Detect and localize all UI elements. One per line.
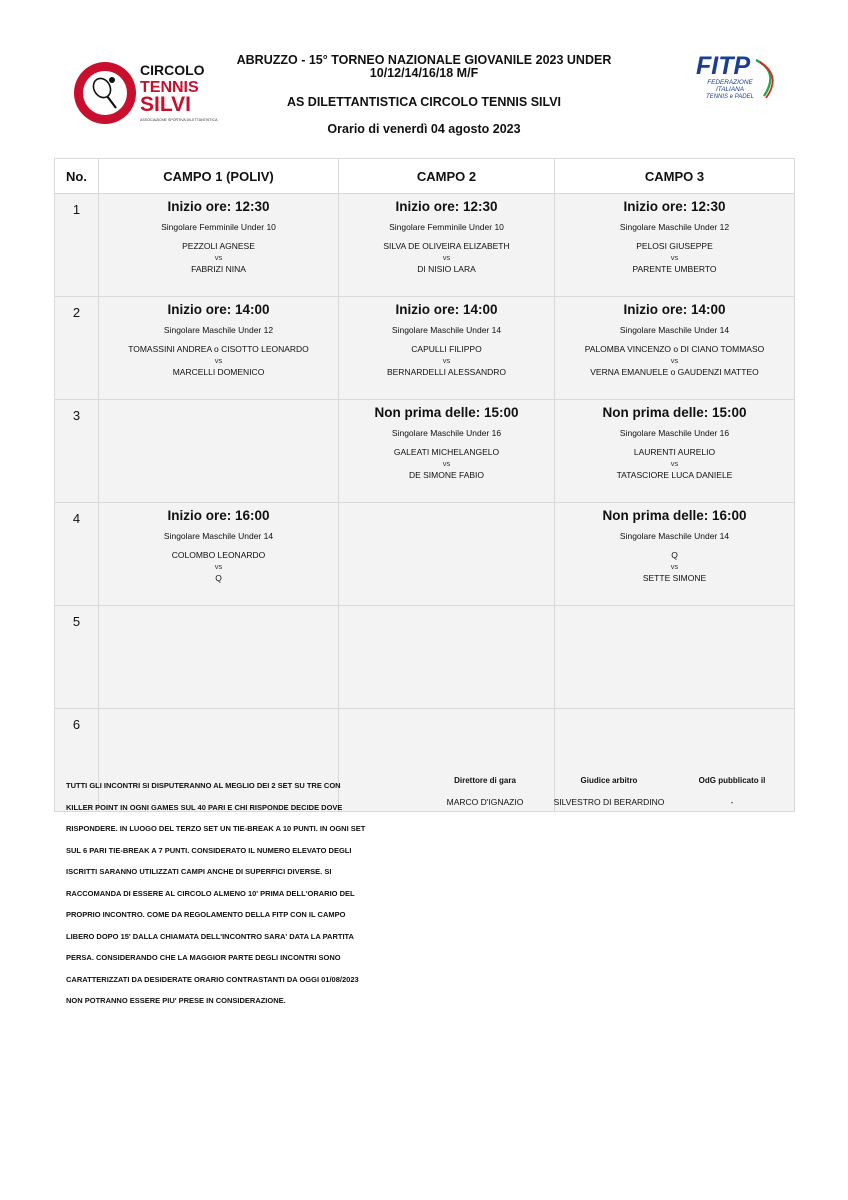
match-time: Inizio ore: 16:00 (167, 508, 270, 523)
match-event: Singolare Maschile Under 16 (619, 428, 730, 438)
row-number: 2 (55, 297, 99, 400)
vs-label: vs (670, 253, 679, 262)
row-number: 6 (55, 709, 99, 812)
vs-label: vs (214, 253, 223, 262)
note-line: LIBERO DOPO 15' DALLA CHIAMATA DELL'INCONTRO SARA' DATA LA PARTITA (66, 931, 354, 941)
note-line: TUTTI GLI INCONTRI SI DISPUTERANNO AL MEGLIO DEI 2 SET SU TRE CON (66, 781, 341, 790)
match-time: Inizio ore: 12:30 (167, 199, 270, 214)
published-date: - (730, 797, 734, 807)
match-cell (555, 503, 795, 606)
published-block (680, 776, 784, 807)
player-2: BERNARDELLI ALESSANDRO (386, 367, 507, 377)
match-time: Inizio ore: 14:00 (623, 302, 726, 317)
row-number: 1 (55, 194, 99, 297)
match-time: Inizio ore: 12:30 (623, 199, 726, 214)
referee-label: Giudice arbitro (580, 776, 638, 785)
match-cell (555, 194, 795, 297)
match-cell (99, 194, 339, 297)
note-line: NON POTRANNO ESSERE PIU' PRESE IN CONSIDERAZIONE. (66, 996, 286, 1005)
director-label: Direttore di gara (454, 776, 516, 785)
note-line: KILLER POINT IN OGNI GAMES SUL 40 PARI E CHI RISPONDE DECIDE DOVE (66, 802, 343, 812)
schedule-date: Orario di venerdì 04 agosto 2023 (327, 122, 521, 136)
empty-cell (99, 400, 339, 503)
table-row (55, 606, 795, 709)
player-1: PEZZOLI AGNESE (182, 241, 255, 251)
empty-cell (99, 606, 339, 709)
club-name: AS DILETTANTISTICA CIRCOLO TENNIS SILVI (286, 95, 562, 109)
vs-label: vs (442, 459, 451, 468)
note-line: SUL 6 PARI TIE-BREAK A 7 PUNTI. CONSIDERATO IL NUMERO ELEVATO DEGLI (66, 845, 352, 855)
note-line: RISPONDERE. IN LUOGO DEL TERZO SET UN TIE-BREAK A 10 PUNTI. IN OGNI SET (66, 824, 366, 833)
fitp-logo (668, 52, 786, 104)
logo-line1: CIRCOLO (140, 62, 205, 78)
vs-label: vs (214, 562, 223, 571)
fitp-mark: FITP (696, 52, 751, 80)
match-time: Non prima delle: 16:00 (602, 508, 747, 523)
table-row (55, 194, 795, 297)
page-title (200, 54, 648, 80)
match-time: Non prima delle: 15:00 (602, 405, 747, 420)
match-cell (555, 400, 795, 503)
vs-label: vs (442, 356, 451, 365)
note-line: PERSA. CONSIDERANDO CHE LA MAGGIOR PARTE DEGLI INCONTRI SONO (66, 953, 341, 962)
match-event: Singolare Maschile Under 12 (619, 222, 730, 232)
player-1: CAPULLI FILIPPO (411, 344, 482, 354)
table-row (55, 297, 795, 400)
header-court-1: CAMPO 1 (POLIV) (99, 159, 339, 194)
row-number: 3 (55, 400, 99, 503)
match-cell (339, 400, 555, 503)
header-number: No. (55, 159, 99, 194)
director-name: MARCO D'IGNAZIO (446, 797, 524, 807)
logo-line2: TENNIS (140, 79, 199, 96)
match-event: Singolare Maschile Under 14 (163, 531, 274, 541)
player-1: LAURENTI AURELIO (633, 447, 716, 457)
vs-label: vs (670, 459, 679, 468)
match-event: Singolare Maschile Under 12 (163, 325, 274, 335)
tournament-notes (66, 775, 416, 1012)
player-1: COLOMBO LEONARDO (171, 550, 266, 560)
player-2: DI NISIO LARA (417, 264, 476, 274)
referee-block (545, 776, 673, 807)
match-event: Singolare Maschile Under 14 (619, 325, 730, 335)
player-1: TOMASSINI ANDREA o CISOTTO LEONARDO (128, 344, 309, 354)
match-time: Inizio ore: 12:30 (395, 199, 498, 214)
player-2: MARCELLI DOMENICO (172, 367, 265, 377)
note-line: RACCOMANDA DI ESSERE AL CIRCOLO ALMENO 10' PRIMA DELL'ORARIO DEL (66, 888, 355, 898)
match-event: Singolare Femminile Under 10 (389, 222, 504, 232)
table-header-row (55, 159, 795, 194)
match-event: Singolare Maschile Under 14 (619, 531, 730, 541)
logo-line3: SILVI (140, 93, 191, 116)
player-1: Q (671, 550, 678, 560)
match-cell (555, 297, 795, 400)
player-2: PARENTE UMBERTO (632, 264, 717, 274)
vs-label: vs (214, 356, 223, 365)
player-2: DE SIMONE FABIO (408, 470, 485, 480)
player-2: FABRIZI NINA (191, 264, 246, 274)
fitp-line1: FEDERAZIONE (707, 79, 753, 86)
match-cell (99, 297, 339, 400)
row-number: 4 (55, 503, 99, 606)
player-1: PELOSI GIUSEPPE (636, 241, 713, 251)
match-event: Singolare Femminile Under 10 (161, 222, 276, 232)
row-number: 5 (55, 606, 99, 709)
fitp-logo-graphic (668, 52, 786, 104)
empty-cell (555, 606, 795, 709)
vs-label: vs (442, 253, 451, 262)
match-cell (99, 503, 339, 606)
match-event: Singolare Maschile Under 14 (391, 325, 502, 335)
match-cell (339, 297, 555, 400)
published-label: OdG pubblicato il (698, 776, 766, 785)
header-court-3: CAMPO 3 (555, 159, 795, 194)
note-line: CARATTERIZZATI DA DESIDERATE ORARIO CONTRASTANTI DA OGGI 01/08/2023 (66, 974, 359, 984)
title-line1: ABRUZZO - 15° TORNEO NAZIONALE GIOVANILE 2023 UNDER (236, 53, 612, 67)
empty-cell (339, 503, 555, 606)
table-row (55, 503, 795, 606)
match-time: Non prima delle: 15:00 (374, 405, 519, 420)
player-1: PALOMBA VINCENZO o DI CIANO TOMMASO (584, 344, 765, 354)
logo-tagline: ASSOCIAZIONE SPORTIVA DILETTANTISTICA (140, 118, 218, 122)
player-1: SILVA DE OLIVEIRA ELIZABETH (383, 241, 510, 251)
empty-cell (339, 606, 555, 709)
note-line: PROPRIO INCONTRO. COME DA REGOLAMENTO DELLA FITP CON IL CAMPO (66, 910, 346, 919)
referee-name: SILVESTRO DI BERARDINO (553, 797, 665, 807)
header-court-2: CAMPO 2 (339, 159, 555, 194)
player-1: GALEATI MICHELANGELO (393, 447, 500, 457)
table-row (55, 400, 795, 503)
match-time: Inizio ore: 14:00 (167, 302, 270, 317)
schedule-table (54, 158, 795, 812)
match-cell (339, 194, 555, 297)
player-2: Q (215, 573, 222, 583)
match-time: Inizio ore: 14:00 (395, 302, 498, 317)
note-line: ISCRITTI SARANNO UTILIZZATI CAMPI ANCHE DI SUPERFICI DIVERSE. SI (66, 867, 332, 876)
player-2: VERNA EMANUELE o GAUDENZI MATTEO (590, 367, 759, 377)
match-event: Singolare Maschile Under 16 (391, 428, 502, 438)
player-2: TATASCIORE LUCA DANIELE (616, 470, 733, 480)
vs-label: vs (670, 562, 679, 571)
title-line2: 10/12/14/16/18 M/F (369, 66, 479, 80)
player-2: SETTE SIMONE (642, 573, 707, 583)
director-block (430, 776, 540, 807)
fitp-line2: ITALIANA (716, 86, 744, 93)
fitp-line3: TENNIS e PADEL (706, 94, 754, 100)
vs-label: vs (670, 356, 679, 365)
